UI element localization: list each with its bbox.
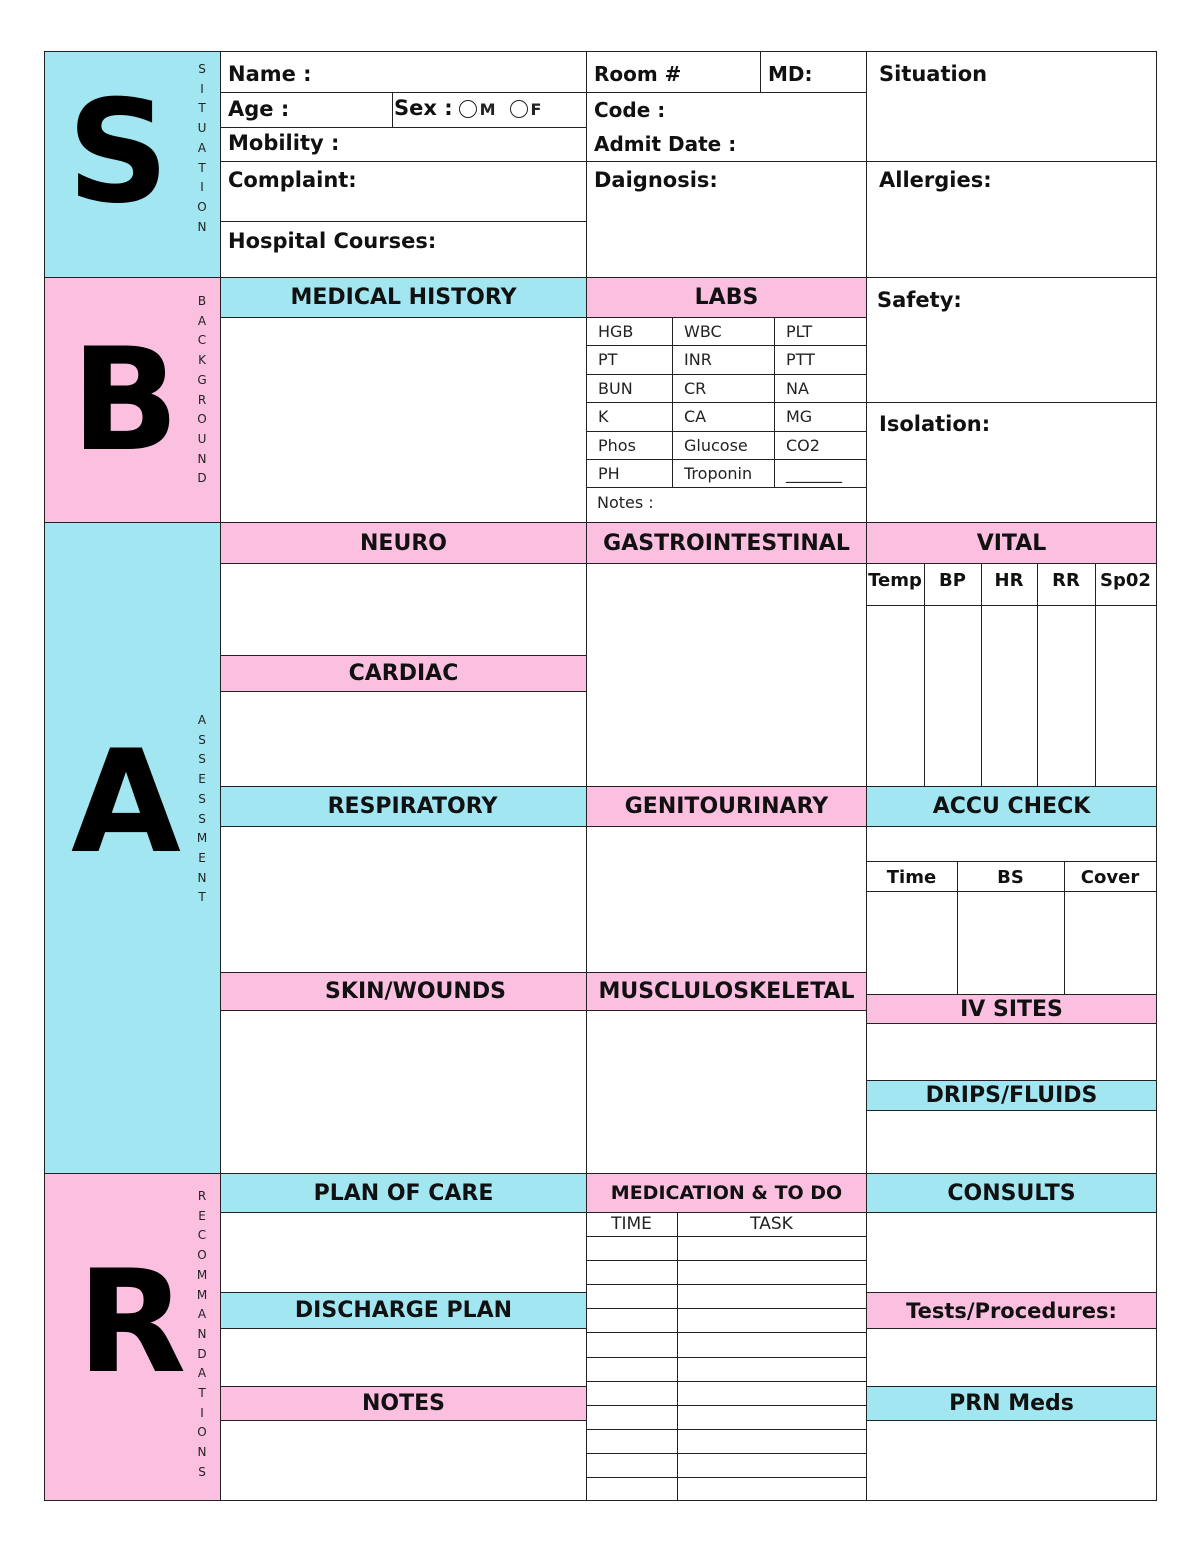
musculoskeletal-header: MUSCLULOSKELETAL — [587, 973, 866, 1010]
vertical-letter: N — [197, 451, 207, 466]
gi-header: GASTROINTESTINAL — [587, 523, 866, 563]
lab-cell[interactable]: INR — [684, 350, 712, 370]
vital-col-header: HR — [994, 570, 1024, 591]
iv-sites-header: IV SITES — [867, 995, 1156, 1023]
age-field[interactable]: Age : — [228, 97, 290, 121]
vertical-letter: N — [197, 219, 207, 234]
md-field[interactable]: MD: — [768, 62, 813, 86]
medication-row[interactable] — [586, 1381, 866, 1382]
vertical-letter: A — [197, 713, 207, 727]
sex-f-radio[interactable] — [510, 100, 528, 118]
recommendations-letter: R — [77, 1240, 187, 1405]
vital-col-header: RR — [1052, 570, 1080, 591]
sex-m-radio[interactable] — [459, 100, 477, 118]
respiratory-header: RESPIRATORY — [221, 787, 586, 826]
notes-header: NOTES — [221, 1387, 586, 1420]
background-letter: B — [71, 318, 180, 483]
vertical-letter: A — [197, 140, 207, 155]
lab-cell[interactable]: Troponin — [684, 464, 753, 483]
lab-cell[interactable]: PLT — [786, 322, 813, 341]
sex-m-label: M — [479, 100, 496, 119]
vertical-letter: E — [198, 772, 206, 787]
isolation-field[interactable]: Isolation: — [879, 412, 991, 436]
vertical-letter: E — [198, 1208, 206, 1223]
vertical-letter: O — [197, 199, 207, 214]
lab-cell[interactable]: MG — [786, 407, 813, 427]
medication-row[interactable] — [586, 1260, 866, 1261]
medication-row[interactable] — [586, 1332, 866, 1333]
vertical-letter: S — [198, 752, 206, 767]
vital-col-header: Temp — [868, 570, 922, 591]
skin-wounds-header: SKIN/WOUNDS — [221, 973, 586, 1010]
accu-col-header: Time — [886, 867, 937, 888]
vertical-letter: S — [198, 732, 206, 747]
accu-col-header: BS — [997, 867, 1024, 888]
assessment-vertical-word — [195, 711, 209, 908]
assessment-letter: A — [71, 720, 181, 885]
vertical-letter: O — [197, 1248, 207, 1263]
accu-check-header: ACCU CHECK — [867, 787, 1156, 826]
lab-cell[interactable]: CR — [684, 378, 707, 398]
safety-field[interactable]: Safety: — [877, 288, 962, 312]
vertical-letter: A — [197, 1366, 207, 1381]
vital-col-header: Sp02 — [1100, 570, 1151, 591]
lab-cell[interactable]: PT — [598, 350, 618, 370]
vital-header: VITAL — [867, 523, 1156, 563]
med-time-col-header: TIME — [611, 1214, 652, 1234]
sex-f-label: F — [530, 100, 542, 119]
consults-header: CONSULTS — [867, 1174, 1156, 1212]
cardiac-header: CARDIAC — [221, 656, 586, 691]
lab-cell[interactable]: NA — [786, 378, 809, 398]
medication-row[interactable] — [586, 1477, 866, 1478]
vertical-letter: T — [198, 1386, 206, 1401]
mobility-field[interactable]: Mobility : — [228, 131, 340, 155]
gu-header: GENITOURINARY — [587, 787, 866, 826]
vertical-letter: U — [197, 431, 207, 446]
lab-cell[interactable]: HGB — [598, 322, 634, 341]
lab-cell[interactable]: _______ — [786, 464, 842, 483]
name-field[interactable]: Name : — [228, 62, 312, 86]
vertical-letter: I — [200, 1405, 204, 1420]
diagnosis-field[interactable]: Daignosis: — [594, 168, 718, 192]
vertical-letter: S — [198, 62, 206, 76]
labs-header: LABS — [587, 278, 866, 317]
vertical-letter: U — [197, 121, 207, 136]
medication-row[interactable] — [586, 1308, 866, 1309]
situation-letter: S — [67, 70, 170, 235]
medical-history-header: MEDICAL HISTORY — [221, 278, 586, 317]
vertical-letter: O — [197, 412, 207, 427]
vertical-letter: I — [200, 180, 204, 195]
vertical-letter: M — [196, 1287, 208, 1302]
med-task-col-header: TASK — [750, 1214, 793, 1234]
vertical-letter: T — [198, 160, 206, 175]
vertical-letter: D — [197, 1346, 207, 1361]
lab-cell[interactable]: PTT — [786, 350, 815, 370]
vertical-letter: I — [200, 81, 204, 96]
lab-cell[interactable]: Glucose — [684, 435, 748, 455]
sex-field — [394, 96, 541, 120]
vertical-letter: C — [197, 1228, 207, 1243]
lab-cell[interactable]: CO2 — [786, 435, 820, 455]
situation-vertical-word — [195, 60, 209, 237]
situation-field[interactable]: Situation — [879, 62, 988, 86]
vertical-letter: R — [197, 392, 207, 407]
medication-row[interactable] — [586, 1453, 866, 1454]
tests-procedures-header: Tests/Procedures: — [867, 1293, 1156, 1328]
vertical-letter: N — [197, 870, 207, 885]
vertical-letter: K — [198, 353, 206, 368]
plan-of-care-header: PLAN OF CARE — [221, 1174, 586, 1212]
vertical-letter: A — [197, 313, 207, 328]
lab-cell[interactable]: CA — [684, 407, 707, 427]
lab-cell[interactable]: K — [598, 407, 609, 427]
vertical-letter: N — [197, 1326, 207, 1341]
vertical-letter: S — [198, 811, 206, 826]
background-vertical-word — [195, 292, 209, 489]
hospital-courses-field[interactable]: Hospital Courses: — [228, 229, 437, 253]
discharge-plan-header: DISCHARGE PLAN — [221, 1293, 586, 1328]
medication-row[interactable] — [586, 1429, 866, 1430]
medication-todo-header: MEDICATION & TO DO — [587, 1174, 866, 1212]
vertical-letter: O — [197, 1425, 207, 1440]
complaint-field[interactable]: Complaint: — [228, 168, 357, 192]
vertical-letter: A — [197, 1307, 207, 1322]
vertical-letter: R — [197, 1189, 207, 1203]
vertical-letter: T — [198, 890, 206, 905]
vital-col-header: BP — [939, 570, 966, 591]
sex-label: Sex : — [394, 96, 453, 120]
accu-col-header: Cover — [1080, 867, 1140, 888]
lab-cell[interactable]: Phos — [598, 435, 636, 455]
allergies-field[interactable]: Allergies: — [879, 168, 992, 192]
vertical-letter: C — [197, 333, 207, 348]
admit-date-field[interactable]: Admit Date : — [594, 132, 737, 156]
medication-row[interactable] — [586, 1284, 866, 1285]
vertical-letter: S — [198, 791, 206, 806]
vertical-letter: M — [196, 831, 208, 846]
medication-row[interactable] — [586, 1405, 866, 1406]
room-field[interactable]: Room # — [594, 62, 682, 86]
vertical-letter: E — [198, 850, 206, 865]
recommendations-vertical-word — [195, 1187, 209, 1483]
medication-row[interactable] — [586, 1357, 866, 1358]
vertical-letter: D — [197, 471, 207, 486]
drips-fluids-header: DRIPS/FLUIDS — [867, 1081, 1156, 1110]
vertical-letter: T — [198, 101, 206, 116]
code-field[interactable]: Code : — [594, 98, 666, 122]
vertical-letter: G — [197, 372, 207, 387]
vertical-letter: S — [198, 1464, 206, 1479]
lab-cell[interactable]: BUN — [598, 378, 633, 398]
vertical-letter: M — [196, 1267, 208, 1282]
neuro-header: NEURO — [221, 523, 586, 563]
vertical-letter: N — [197, 1445, 207, 1460]
lab-cell[interactable]: WBC — [684, 322, 722, 341]
sbar-report-sheet — [44, 51, 1157, 1501]
prn-meds-header: PRN Meds — [867, 1387, 1156, 1420]
vertical-letter: B — [197, 294, 207, 308]
labs-notes-label[interactable]: Notes : — [597, 493, 654, 512]
lab-cell[interactable]: PH — [598, 464, 620, 483]
